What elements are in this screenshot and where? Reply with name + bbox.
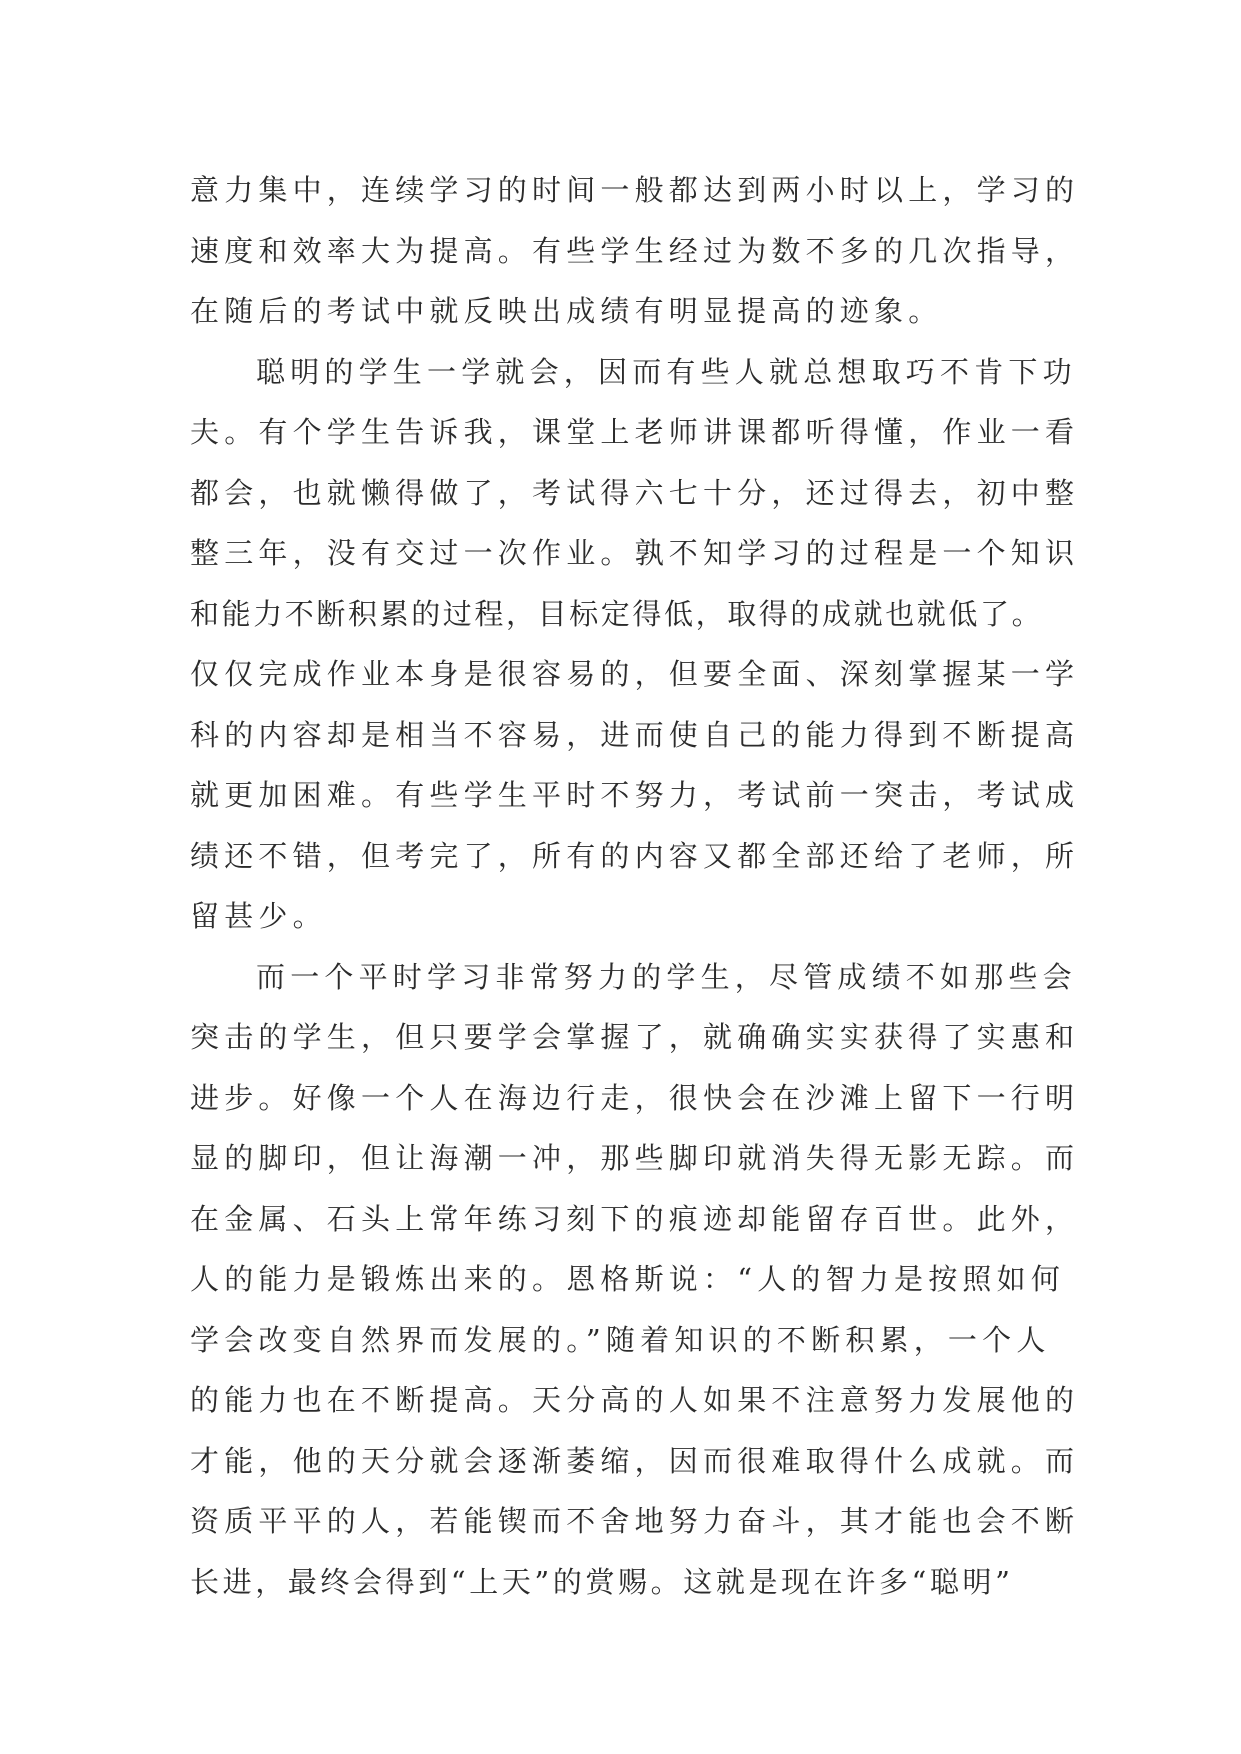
text-line: 长进，最终会得到“上天”的赏赐。这就是现在许多“聪明” xyxy=(190,1564,1014,1599)
paragraph-first-line: 而一个平时学习非常努力的学生，尽管成绩不如那些会 xyxy=(256,959,1077,994)
text-line: 就更加困难。有些学生平时不努力，考试前一突击，考试成 xyxy=(190,778,1080,812)
text-line: 绩还不错，但考完了，所有的内容又都全部还给了老师，所 xyxy=(190,838,1080,873)
text-line: 意力集中，连续学习的时间一般都达到两小时以上，学习的 xyxy=(190,173,1080,207)
text-line: 的能力也在不断提高。天分高的人如果不注意努力发展他的 xyxy=(190,1383,1080,1417)
paragraph-first-line: 聪明的学生一学就会，因而有些人就总想取巧不肯下功 xyxy=(256,354,1077,389)
text-line: 人的能力是锻炼出来的。恩格斯说：“人的智力是按照如何 xyxy=(190,1262,1066,1296)
text-line: 在随后的考试中就反映出成绩有明显提高的迹象。 xyxy=(190,294,943,328)
text-line: 整三年，没有交过一次作业。孰不知学习的过程是一个知识 xyxy=(190,536,1080,570)
text-line: 都会，也就懒得做了，考试得六七十分，还过得去，初中整 xyxy=(190,475,1080,510)
text-line: 进步。好像一个人在海边行走，很快会在沙滩上留下一行明 xyxy=(190,1080,1080,1115)
text-line: 在金属、石头上常年练习刻下的痕迹却能留存百世。此外， xyxy=(190,1201,1080,1236)
text-line: 科的内容却是相当不容易，进而使自己的能力得到不断提高 xyxy=(190,717,1080,752)
text-line: 和能力不断积累的过程，目标定得低，取得的成就也就低了。 xyxy=(190,596,1044,631)
text-line: 速度和效率大为提高。有些学生经过为数不多的几次指导， xyxy=(190,233,1080,268)
text-line: 突击的学生，但只要学会掌握了，就确确实实获得了实惠和 xyxy=(190,1020,1080,1054)
text-line: 学会改变自然界而发展的。”随着知识的不断积累，一个人 xyxy=(190,1322,1051,1357)
body-text xyxy=(190,160,1080,1612)
text-line: 显的脚印，但让海潮一冲，那些脚印就消失得无影无踪。而 xyxy=(190,1141,1080,1175)
text-line: 资质平平的人，若能锲而不舍地努力奋斗，其才能也会不断 xyxy=(190,1504,1080,1538)
text-line: 才能，他的天分就会逐渐萎缩，因而很难取得什么成就。而 xyxy=(190,1443,1080,1478)
text-line: 仅仅完成作业本身是很容易的，但要全面、深刻掌握某一学 xyxy=(190,657,1080,691)
text-line: 留甚少。 xyxy=(190,899,327,933)
text-line: 夫。有个学生告诉我，课堂上老师讲课都听得懂，作业一看 xyxy=(190,415,1080,449)
